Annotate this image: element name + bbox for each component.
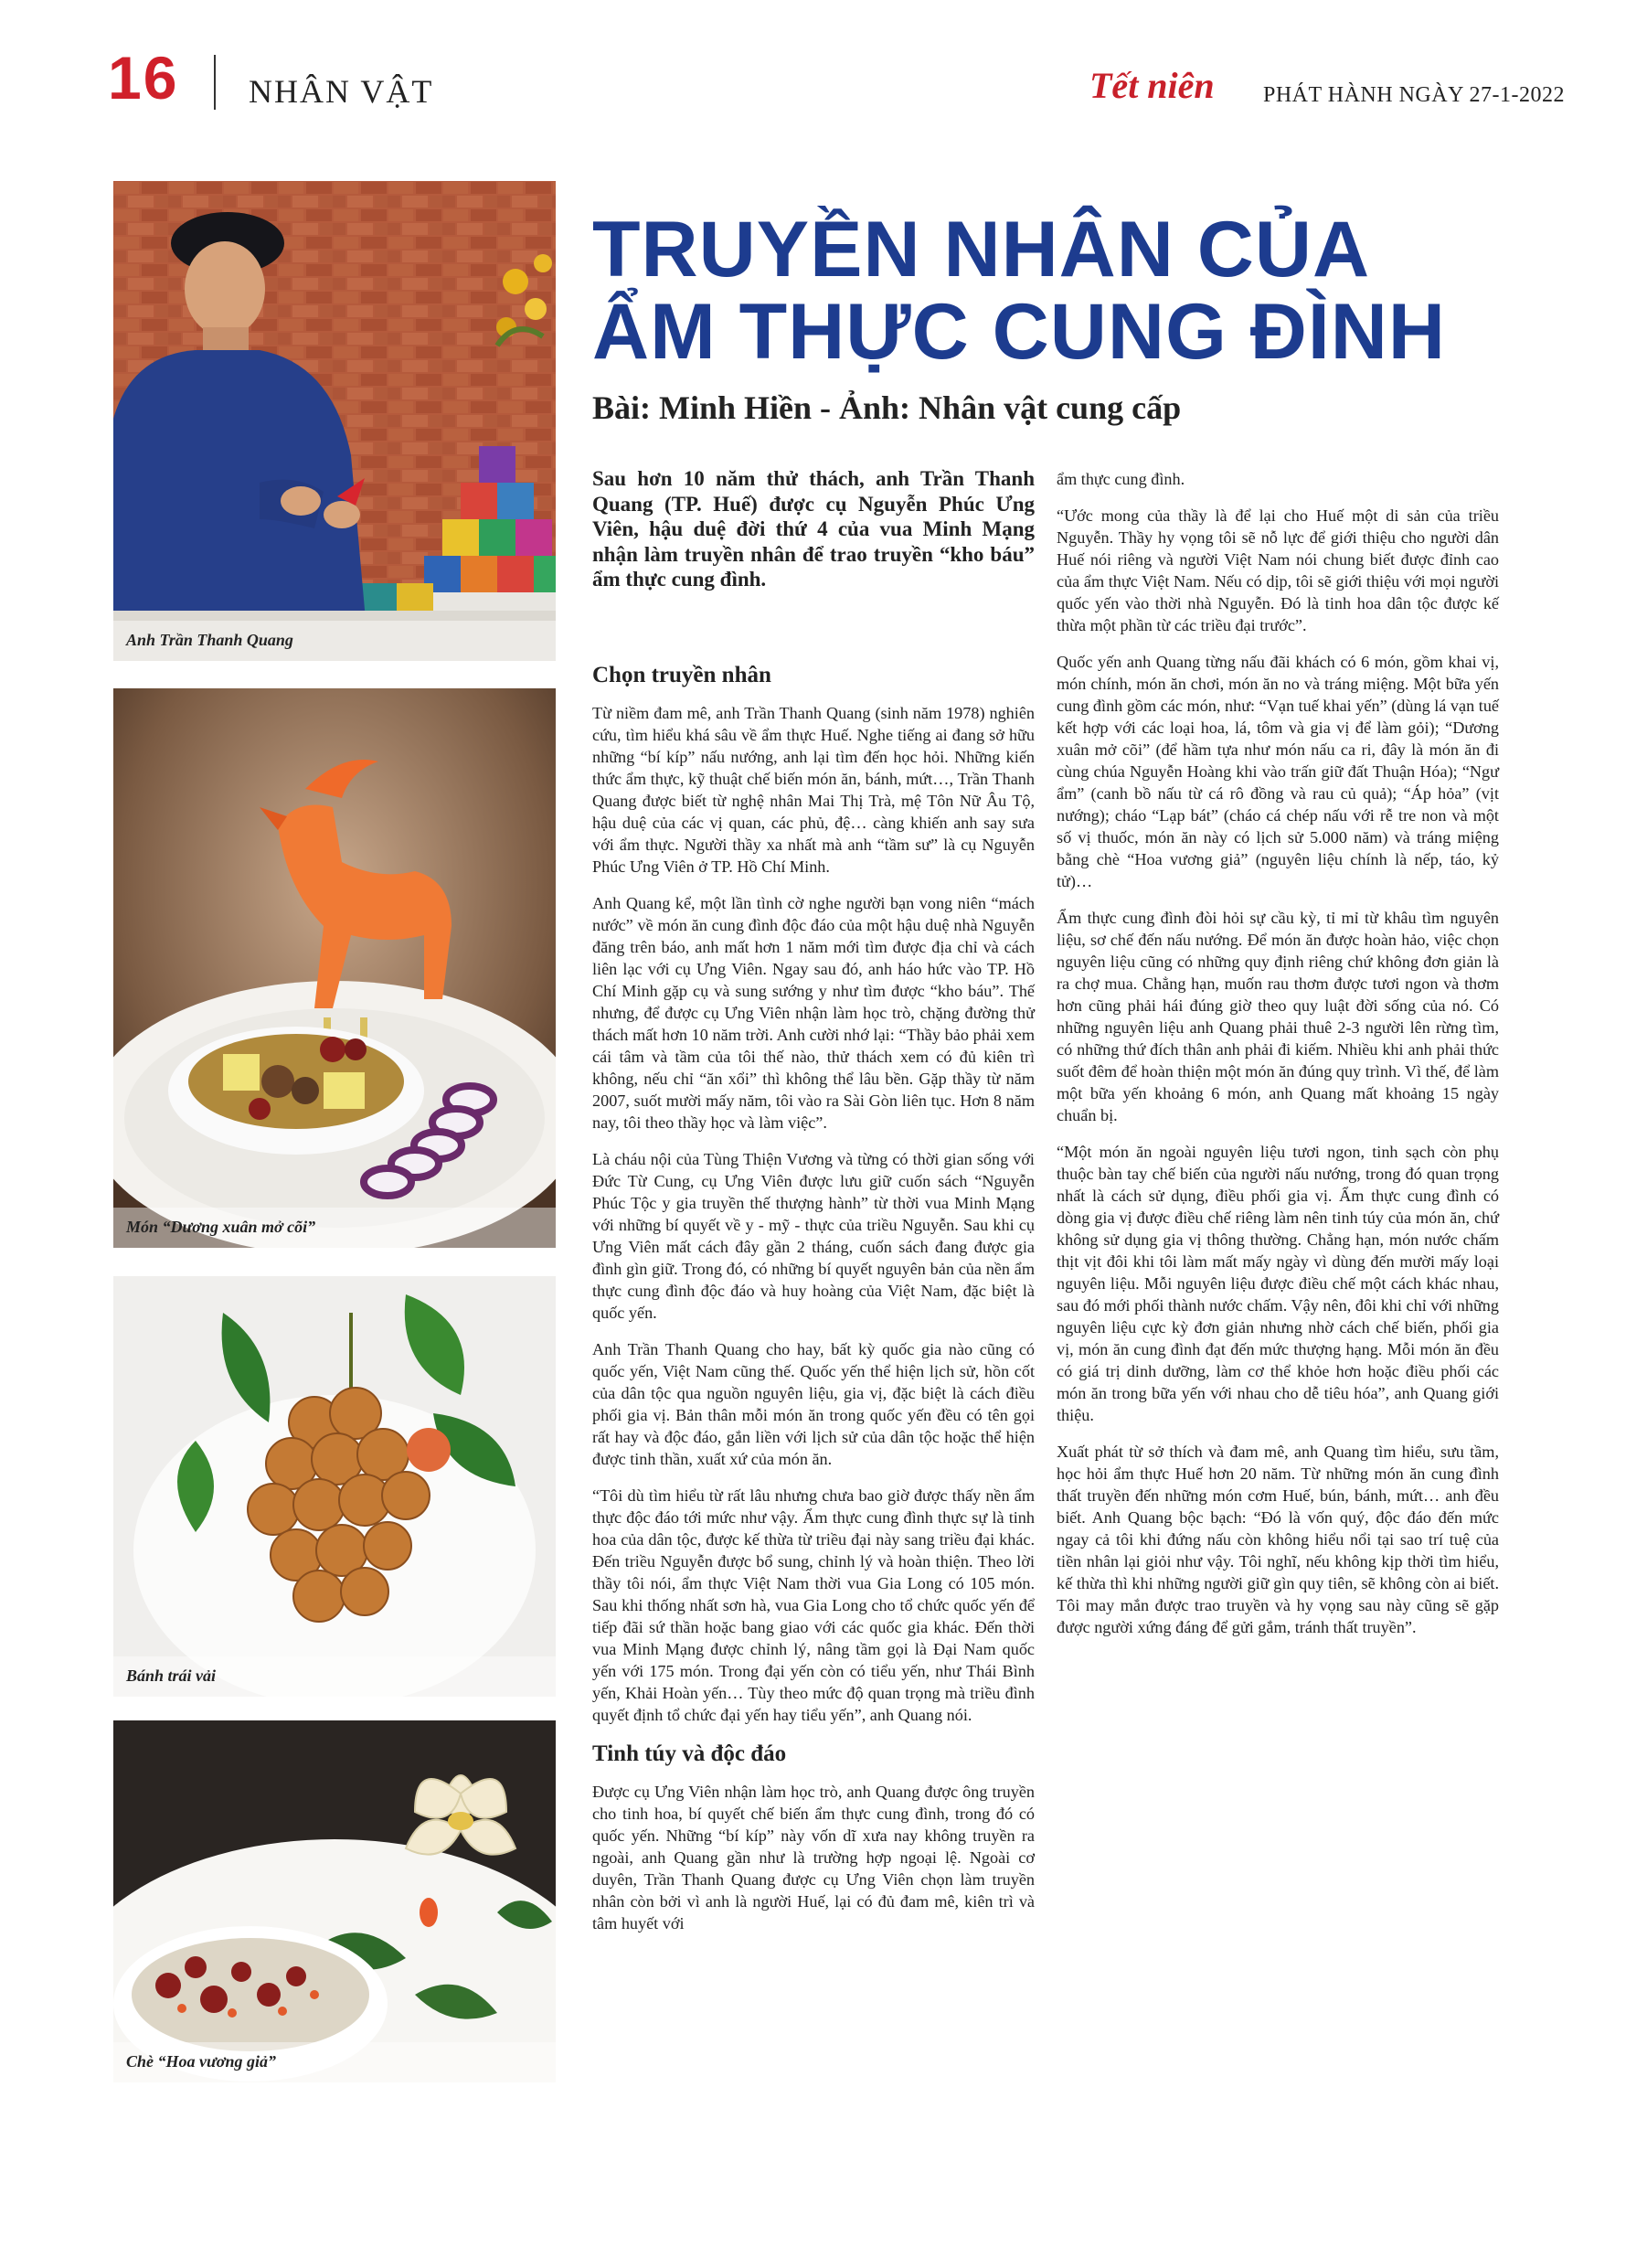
title-line-1: TRUYỀN NHÂN CỦA [592, 206, 1371, 293]
photo-portrait [113, 181, 556, 661]
page-number: 16 [108, 44, 179, 112]
text-column-2 [1057, 468, 1499, 1653]
paragraph: Anh Trần Thanh Quang cho hay, bất kỳ quốc gia nào cũng có quốc yến, Việt Nam cũng thế. Quốc yến thể hiện lịch sử, hồn cốt của dân tộc qua nguồn nguyên liệu, gia vị, đặc biệt là cách điều phối gia vị. Bản thân mỗi món ăn trong quốc yến đều có tên gọi rất hay và độc đáo, gắn liền với lịch sử của dân tộc hoặc thể hiện được tinh thần, xuất xứ của món ăn. [592, 1340, 1035, 1468]
photo-caption: Anh Trần Thanh Quang [113, 621, 556, 661]
photo-dish-duong-xuan [113, 688, 556, 1248]
text-column-1 [592, 662, 1035, 1949]
paragraph: Anh Quang kể, một lần tình cờ nghe người bạn vong niên “mách nước” về món ăn cung đình độc đáo của một hậu duệ nhà Nguyễn đăng trên báo, anh mất hơn 1 năm mới tìm được địa chỉ và cách liên lạc với cụ Ưng Viên. Ngay sau đó, anh háo hức vào TP. Hồ Chí Minh gặp cụ và sung sướng y như tìm được “kho báu”. Thế nhưng, để được cụ Ưng Viên nhận làm học trò, chặng đường thử thách mất hơn 10 năm trời. Anh cười nhớ lại: “Thầy bảo phải xem cái tâm và tầm của tôi thế nào, thử thách xem có đủ kiên trì không, nếu chỉ “ăn xổi” thì không thể lâu bền. Gặp thầy từ năm 2007, suốt mười mấy năm, tôi vào ra Sài Gòn liên tục. Hơn 8 năm nay, tôi theo thầy học và làm việc”. [592, 894, 1035, 1132]
photo-caption: Chè “Hoa vương giả” [113, 2042, 556, 2082]
dish-image [113, 688, 556, 1248]
lead-paragraph: Sau hơn 10 năm thử thách, anh Trần Thanh Quang (TP. Huế) được cụ Nguyễn Phúc Ưng Viên, hậu duệ đời thứ 4 của vua Minh Mạng nhận làm truyền nhân để trao truyền “kho báu” ẩm thực cung đình. [592, 467, 1035, 591]
title-line-2: ẨM THỰC CUNG ĐÌNH [592, 288, 1446, 376]
paragraph: “Một món ăn ngoài nguyên liệu tươi ngon, tinh sạch còn phụ thuộc bàn tay chế biến của người nấu nướng, trong đó quan trọng nhất là cách sử dụng, điều phối gia vị. Ẩm thực cung đình có dòng gia vị được điều chế riêng làm nên tinh túy của món ăn, chứ không sử dụng gia vị thông thường. Chẳng hạn, món nước chấm thịt vịt đôi khi tôi làm mất mấy ngày vì dùng đến mười mấy loại nguyên liệu. Mỗi nguyên liệu được điều chế một cách khác nhau, sau đó mới phối thành nước chấm. Vậy nên, đôi khi chỉ với những nguyên liệu cực kỳ đơn giản nhưng nhờ cách chế biến, phối gia vị, món ăn cung đình đạt đến mức thượng hạng. Mỗi món ăn đều có giá trị dinh dưỡng, làm cơ thể khỏe hơn hoặc điều phối các món ăn trong bữa yến với nhau cho dễ tiêu hóa”, anh Quang giới thiệu. [1057, 1143, 1499, 1424]
lychee-image [113, 1276, 556, 1697]
paragraph: ẩm thực cung đình. [1057, 470, 1185, 488]
paragraph: Được cụ Ưng Viên nhận làm học trò, anh Quang được ông truyền cho tinh hoa, bí quyết chế biến ẩm thực cung đình, trong đó có quốc yến. Những “bí kíp” này vốn dĩ xưa nay không truyền ra ngoài, anh Quang gần như là trường hợp ngoại lệ. Ngoài cơ duyên, Trần Thanh Quang được cụ Ưng Viên chọn làm truyền nhân còn bởi vì anh là người Huế, lại có đủ đam mê, kiên trì và tâm huyết với [592, 1783, 1035, 1933]
paragraph: Là cháu nội của Tùng Thiện Vương và từng có thời gian sống với Đức Từ Cung, cụ Ưng Viên được lưu giữ cuốn sách “Nguyễn Phúc Tộc y gia truyền thế thượng hành” từ thời vua Minh Mạng với những bí quyết về y - mỹ - thực của triều Nguyễn. Sau khi cụ Ưng Viên mất cách đây gần 2 tháng, cuốn sách đang được gia đình gìn giữ. Trong đó, có những bí quyết nguyên bản của nền ẩm thực cung đình độc đáo và huy hoàng của Việt Nam, đặc biệt là quốc yến. [592, 1150, 1035, 1322]
header-divider [214, 55, 216, 110]
section-label: NHÂN VẬT [249, 73, 434, 110]
paragraph: Quốc yến anh Quang từng nấu đãi khách có 6 món, gồm khai vị, món chính, món ăn chơi, món ăn no và tráng miệng. Một bữa yến cung đình gồm các món, như: “Vạn tuế khai yến” (dùng lá vạn tuế kết hợp với các loại hoa, lá, tôm và gia vị để làm gỏi); “Dương xuân mở cõi” (để hầm tựa như món nấu ca ri, đây là món ăn đi cùng chúa Nguyễn Hoàng khi vào trấn giữ đất Thuận Hóa); “Ngư ẩm” (canh bồ nấu từ cá rô đồng và rau củ quả); “Áp hỏa” (vịt nướng); cháo “Lạp bát” (cháo cá chép nấu với rễ tre non và một số vị thuốc, món ăn này có lịch sử 5.000 năm) và tráng miệng bằng chè “Hoa vương giả” (nguyên liệu chính là nếp, táo, kỷ tử)… [1057, 653, 1499, 890]
photo-lychee-cake [113, 1276, 556, 1697]
subheading: Tinh túy và độc đáo [592, 1741, 787, 1766]
photo-caption: Món “Dương xuân mở cõi” [113, 1208, 556, 1248]
photo-caption: Bánh trái vải [113, 1656, 556, 1697]
byline: Bài: Minh Hiền - Ảnh: Nhân vật cung cấp [592, 389, 1182, 426]
che-image [113, 1720, 556, 2082]
paragraph: “Ước mong của thầy là để lại cho Huế một di sản của triều Nguyễn. Thầy hy vọng tôi sẽ nỗ lực để giới thiệu cho người dân Huế nói riêng và người Việt Nam nói chung biết được đỉnh cao của ẩm thực Việt Nam. Nếu có dịp, tôi sẽ giới thiệu với mọi người quốc yến vào thời nhà Nguyễn. Đó là tinh hoa dân tộc được kế thừa một phần từ các triều đại trước”. [1057, 506, 1499, 634]
paragraph: Từ niềm đam mê, anh Trần Thanh Quang (sinh năm 1978) nghiên cứu, tìm hiểu khá sâu về ẩm thực Huế. Nghe tiếng ai đang sở hữu những “bí kíp” nấu nướng, anh lại tìm đến học hỏi. Những kiến thức ẩm thực, kỹ thuật chế biến món ăn, bánh, mứt…, Trần Thanh Quang được biết từ nghệ nhân Mai Thị Trà, mệ Tôn Nữ Âu Tộ, hậu duệ của các vị quan, các phủ, đệ… càng khiến anh say sưa với ẩm thực. Người thầy xa nhất mà anh “tầm sư” là cụ Nguyễn Phúc Ưng Viên ở TP. Hồ Chí Minh. [592, 704, 1035, 876]
paragraph: “Tôi dù tìm hiểu từ rất lâu nhưng chưa bao giờ được thấy nền ẩm thực độc đáo tới mức như vậy. Ẩm thực cung đình thực sự là tinh hoa của dân tộc, được kế thừa từ triều đại này sang triều đại khác. Đến triều Nguyễn được bổ sung, chỉnh lý và hoàn thiện. Theo lời thầy tôi nói, ẩm thực Việt Nam thời vua Gia Long có 105 món. Sau khi thống nhất sơn hà, vua Gia Long cho tổ chức quốc yến để tiếp đãi sứ thần hoặc bang giao với các quốc gia khác. Đến thời vua Minh Mạng được chỉnh lý, nâng tầm gọi là Đại Nam quốc yến với 175 món. Trong đại yến còn có tiểu yến, như Thái Bình yến, Khải Hoàn yến… Tùy theo mức độ quan trọng mà triều đình quyết định tổ chức đại yến hay tiểu yến”, anh Quang nói. [592, 1486, 1035, 1724]
paragraph: Ẩm thực cung đình đòi hỏi sự cầu kỳ, tỉ mỉ từ khâu tìm nguyên liệu, sơ chế đến nấu nướng. Để món ăn được hoàn hảo, việc chọn nguyên liệu cũng có những quy định riêng chứ không đơn giản là ra chợ mua. Chẳng hạn, muốn rau thơm được tươi ngon và thơm hơn cũng phải hái đúng giờ theo quy luật đời sống của nó. Có những nguyên liệu anh Quang phải thuê 2-3 người lên rừng tìm, có những thứ đích thân anh phải đi kiếm. Nhiều khi anh phải thức suốt đêm để hoàn thiện một món ăn đúng quy trình. Vì thế, để làm một bữa yến khoảng 6 món, anh Quang mất khoảng 15 ngày chuẩn bị. [1057, 909, 1499, 1124]
publication-name: Tết niên [1089, 65, 1215, 106]
article-title [592, 206, 1616, 376]
subheading: Chọn truyền nhân [592, 663, 771, 687]
photo-che-hoa-vuong-gia [113, 1720, 556, 2082]
portrait-image [113, 181, 556, 661]
issue-date: PHÁT HÀNH NGÀY 27-1-2022 [1263, 83, 1565, 107]
paragraph: Xuất phát từ sở thích và đam mê, anh Quang tìm hiểu, sưu tầm, học hỏi ẩm thực Huế hơn 20 năm. Từ những món ăn cung đình thất truyền đến những món cơm Huế, bún, bánh, mứt… anh đều biết. Anh Quang bộc bạch: “Đó là vốn quý, độc đáo đến mức ngay cả tôi khi đứng nấu còn không hiểu nổi tại sao trí tuệ của tiền nhân lại giỏi như vậy. Tôi nghĩ, nếu không kịp thời tìm hiểu, kế thừa thì khi những người giữ gìn quy tiên, sẽ không còn ai biết. Tôi may mắn được trao truyền và hy vọng sau này cũng sẽ gặp được người xứng đáng để gửi gắm, tránh thất truyền”. [1057, 1443, 1499, 1636]
